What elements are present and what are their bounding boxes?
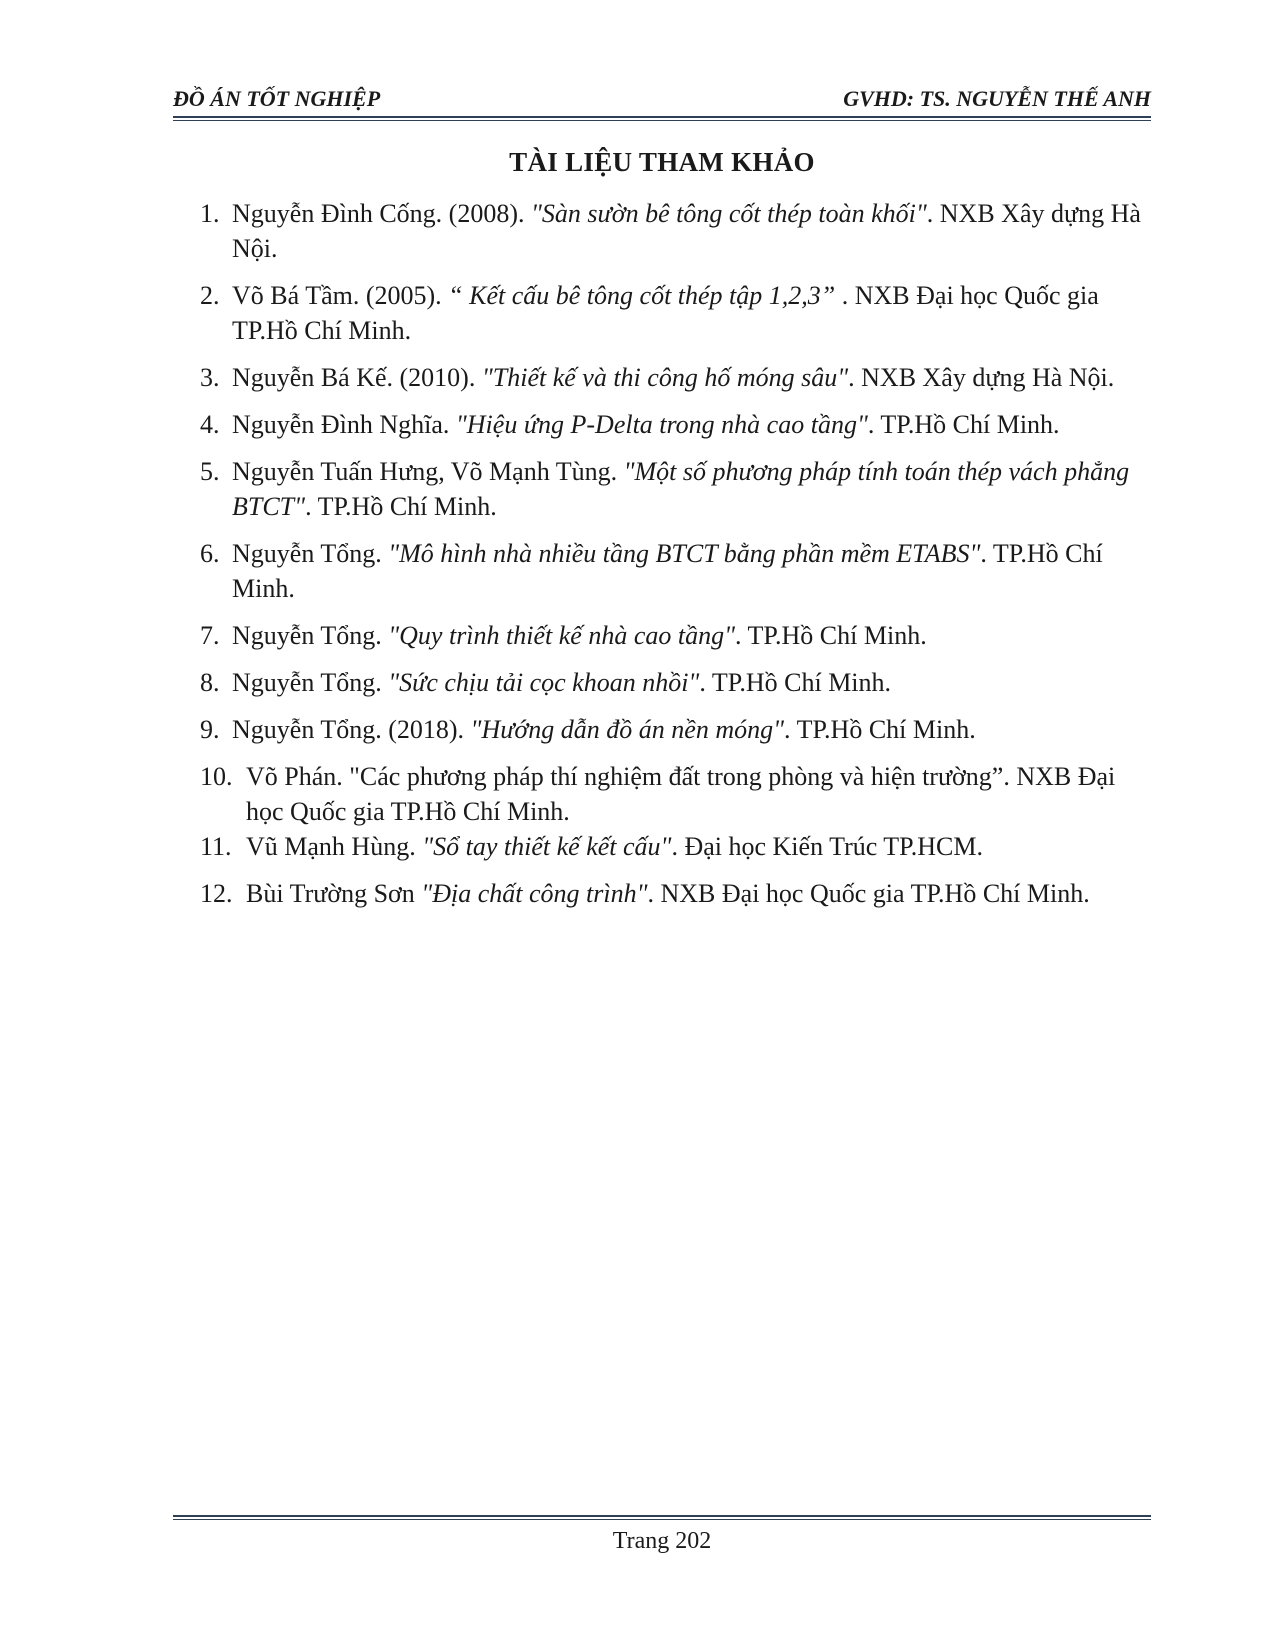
reference-number: 1.: [200, 199, 220, 228]
reference-number: 12.: [200, 879, 233, 908]
reference-number: 2.: [200, 281, 220, 310]
reference-item: [200, 618, 1155, 653]
footer-divider: [173, 1515, 1151, 1517]
header-divider-thin: [173, 120, 1151, 121]
reference-item: [200, 665, 1155, 700]
reference-author: Vũ Mạnh Hùng.: [246, 832, 423, 861]
reference-list: [200, 196, 1155, 923]
reference-item: [200, 454, 1155, 524]
reference-number: 10.: [200, 762, 233, 791]
reference-item: [200, 876, 1155, 911]
reference-author: Võ Phán.: [246, 762, 350, 791]
page-header: [173, 86, 1151, 116]
reference-number: 4.: [200, 410, 220, 439]
reference-item: [200, 360, 1155, 395]
reference-author: Nguyễn Đình Cống. (2008).: [232, 199, 531, 228]
reference-publisher: . Đại học Kiến Trúc TP.HCM.: [671, 832, 983, 861]
reference-author: Nguyễn Tuấn Hưng, Võ Mạnh Tùng.: [232, 457, 624, 486]
reference-author: Nguyễn Tổng.: [232, 621, 389, 650]
header-divider: [173, 116, 1151, 118]
header-project-title: ĐỒ ÁN TỐT NGHIỆP: [173, 86, 381, 111]
reference-number: 3.: [200, 363, 220, 392]
reference-author: Nguyễn Đình Nghĩa.: [232, 410, 456, 439]
reference-item: [200, 196, 1155, 266]
reference-author: Nguyễn Bá Kế. (2010).: [232, 363, 482, 392]
reference-title: "Địa chất công trình": [421, 879, 648, 908]
reference-title: "Quy trình thiết kế nhà cao tầng": [388, 621, 736, 650]
reference-title: "Sàn sườn bê tông cốt thép toàn khối": [530, 199, 927, 228]
reference-publisher: . TP.Hồ Chí Minh.: [784, 715, 976, 744]
reference-title: "Hiệu ứng P-Delta trong nhà cao tầng": [455, 410, 868, 439]
reference-publisher: . TP.Hồ Chí Minh.: [699, 668, 892, 697]
reference-item: [200, 759, 1155, 829]
reference-publisher: . NXB Xây dựng Hà Nội.: [232, 199, 1141, 263]
reference-title: "Mô hình nhà nhiều tầng BTCT bằng phần mềm ETABS": [388, 539, 981, 568]
reference-item: [200, 278, 1155, 348]
reference-item: [200, 829, 1155, 864]
footer-divider-thin: [173, 1519, 1151, 1520]
header-supervisor: GVHD: TS. NGUYỄN THẾ ANH: [843, 86, 1151, 111]
reference-publisher: . NXB Đại học Quốc gia TP.Hồ Chí Minh.: [647, 879, 1090, 908]
reference-publisher: . NXB Xây dựng Hà Nội.: [848, 363, 1115, 392]
reference-title: "Hướng dẫn đồ án nền móng": [470, 715, 785, 744]
reference-number: 5.: [200, 457, 220, 486]
reference-author: Nguyễn Tổng.: [232, 668, 389, 697]
reference-author: Võ Bá Tầm. (2005).: [232, 281, 449, 310]
reference-number: 11.: [200, 832, 232, 861]
reference-author: Bùi Trường Sơn: [246, 879, 422, 908]
reference-number: 9.: [200, 715, 220, 744]
reference-publisher: . TP.Hồ Chí Minh.: [867, 410, 1060, 439]
reference-item: [200, 407, 1155, 442]
reference-author: Nguyễn Tổng.: [232, 539, 389, 568]
reference-publisher: . TP.Hồ Chí Minh.: [735, 621, 927, 650]
reference-item: [200, 712, 1155, 747]
reference-title: "Sức chịu tải cọc khoan nhồi": [388, 668, 700, 697]
reference-publisher: . NXB Đại học Quốc gia TP.Hồ Chí Minh.: [246, 762, 1116, 826]
reference-title: "Một số phương pháp tính toán thép vách phẳng BTCT": [232, 457, 1130, 521]
reference-author: Nguyễn Tổng. (2018).: [232, 715, 471, 744]
reference-publisher: . TP.Hồ Chí Minh.: [232, 539, 1103, 603]
page-title: TÀI LIỆU THAM KHẢO: [509, 147, 815, 177]
reference-number: 6.: [200, 539, 220, 568]
page-number: Trang 202: [612, 1528, 712, 1554]
reference-title: "Sổ tay thiết kế kết cấu": [422, 832, 672, 861]
reference-title: "Thiết kế và thi công hố móng sâu": [481, 363, 849, 392]
reference-number: 7.: [200, 621, 220, 650]
reference-publisher: . TP.Hồ Chí Minh.: [305, 492, 497, 521]
reference-item: [200, 536, 1155, 606]
reference-title: “ Kết cấu bê tông cốt thép tập 1,2,3”: [448, 281, 836, 310]
reference-publisher: . NXB Đại học Quốc gia TP.Hồ Chí Minh.: [232, 281, 1099, 345]
reference-number: 8.: [200, 668, 220, 697]
reference-title: "Các phương pháp thí nghiệm đất trong phòng và hiện trường”: [349, 762, 1004, 791]
